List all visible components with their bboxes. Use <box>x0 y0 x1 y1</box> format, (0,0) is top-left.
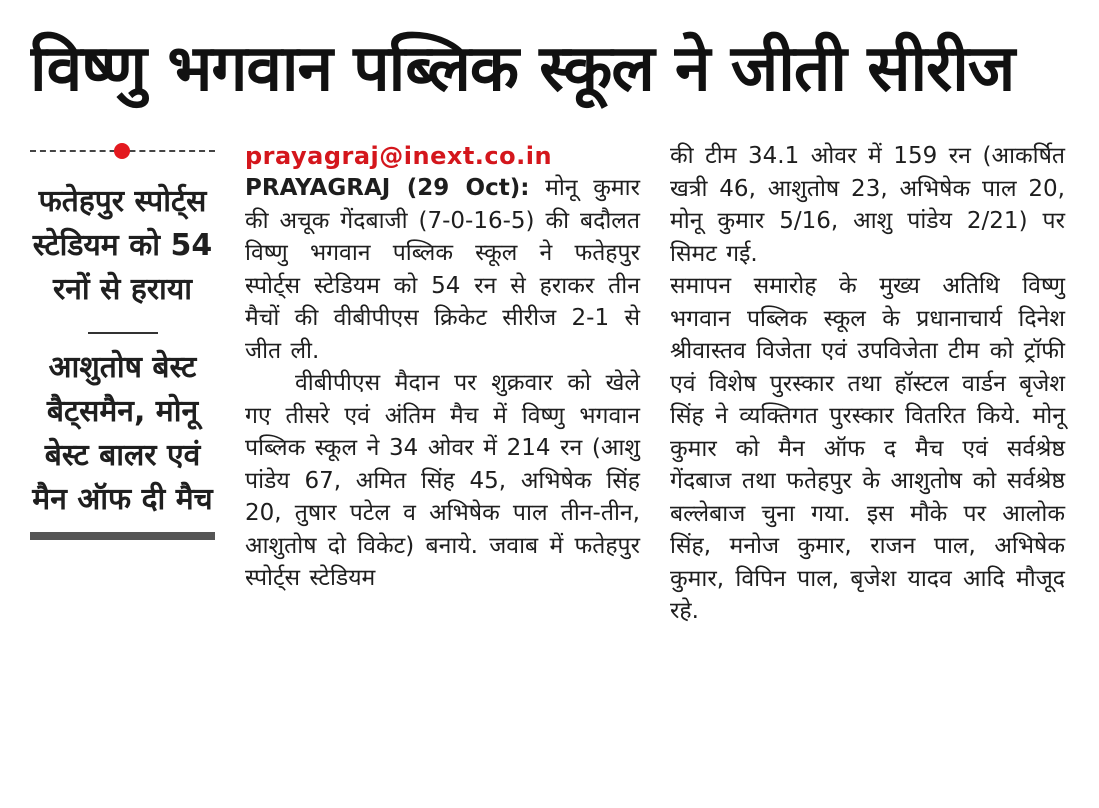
article-paragraph-3: की टीम 34.1 ओवर में 159 रन (आकर्षित खत्री 46, आशुतोष 23, अभिषेक पाल 20, मोनू कुमार 5/16, आशु पांडेय 2/21) पर सिमट गई. <box>670 143 1065 267</box>
article-paragraph-1 <box>245 172 640 367</box>
article-paragraph-2: वीबीपीएस मैदान पर शुक्रवार को खेले गए तीसरे एवं अंतिम मैच में विष्णु भगवान पब्लिक स्कूल ने 34 ओवर में 214 रन (आशु पांडेय 67, अमित सिंह 45, अभिषेक सिंह 20, तुषार पटेल व अभिषेक पाल तीन-तीन, आशुतोष दो विकेट) बनाये. जवाब में फतेहपुर स्पोर्ट्स स्टेडियम <box>245 370 640 591</box>
sidebar-bottom-bar <box>30 532 215 540</box>
headline: विष्णु भगवान पब्लिक स्कूल ने जीती सीरीज <box>30 32 1015 106</box>
email-link[interactable]: prayagraj@inext.co.in <box>245 142 553 170</box>
article-column-1 <box>245 140 640 595</box>
dateline: PRAYAGRAJ (29 Oct): <box>245 175 530 201</box>
paragraph-1-text: मोनू कुमार की अचूक गेंदबाजी (7-0-16-5) की बदौलत विष्णु भगवान पब्लिक स्कूल ने फतेहपुर स्पोर्ट्स स्टेडियम को 54 रन से हराकर तीन मैचों की वीबीपीएस क्रिकेट सीरीज 2-1 से जीत ली. <box>245 175 640 364</box>
sidebar-rule <box>88 332 158 334</box>
article-paragraph-4: समापन समारोह के मुख्य अतिथि विष्णु भगवान पब्लिक स्कूल के प्रधानाचार्य दिनेश श्रीवास्तव विजेता एवं उपविजेता टीम को ट्रॉफी एवं विशेष पुरस्कार तथा हॉस्टल वार्डन बृजेश सिंह ने व्यक्तिगत पुरस्कार वितरित किये. मोनू कुमार को मैन ऑफ द मैच एवं सर्वश्रेष्ठ गेंदबाज तथा फतेहपुर के आशुतोष को सर्वश्रेष्ठ बल्लेबाज चुना गया. इस मौके पर आलोक सिंह, मनोज कुमार, राजन पाल, अभिषेक कुमार, विपिन पाल, बृजेश यादव आदि मौजूद रहे. <box>670 273 1065 624</box>
sidebar-headline-1: फतेहपुर स्पोर्ट्स स्टेडियम को 54 रनों से हराया <box>32 184 213 307</box>
article-column-2 <box>670 140 1065 628</box>
sidebar-headline-2: आशुतोष बेस्ट बैट्समैन, मोनू बेस्ट बालर एवं मैन ऑफ दी मैच <box>32 350 213 517</box>
red-dot-icon <box>114 143 130 159</box>
sidebar-divider <box>30 140 215 162</box>
sidebar <box>30 140 215 540</box>
